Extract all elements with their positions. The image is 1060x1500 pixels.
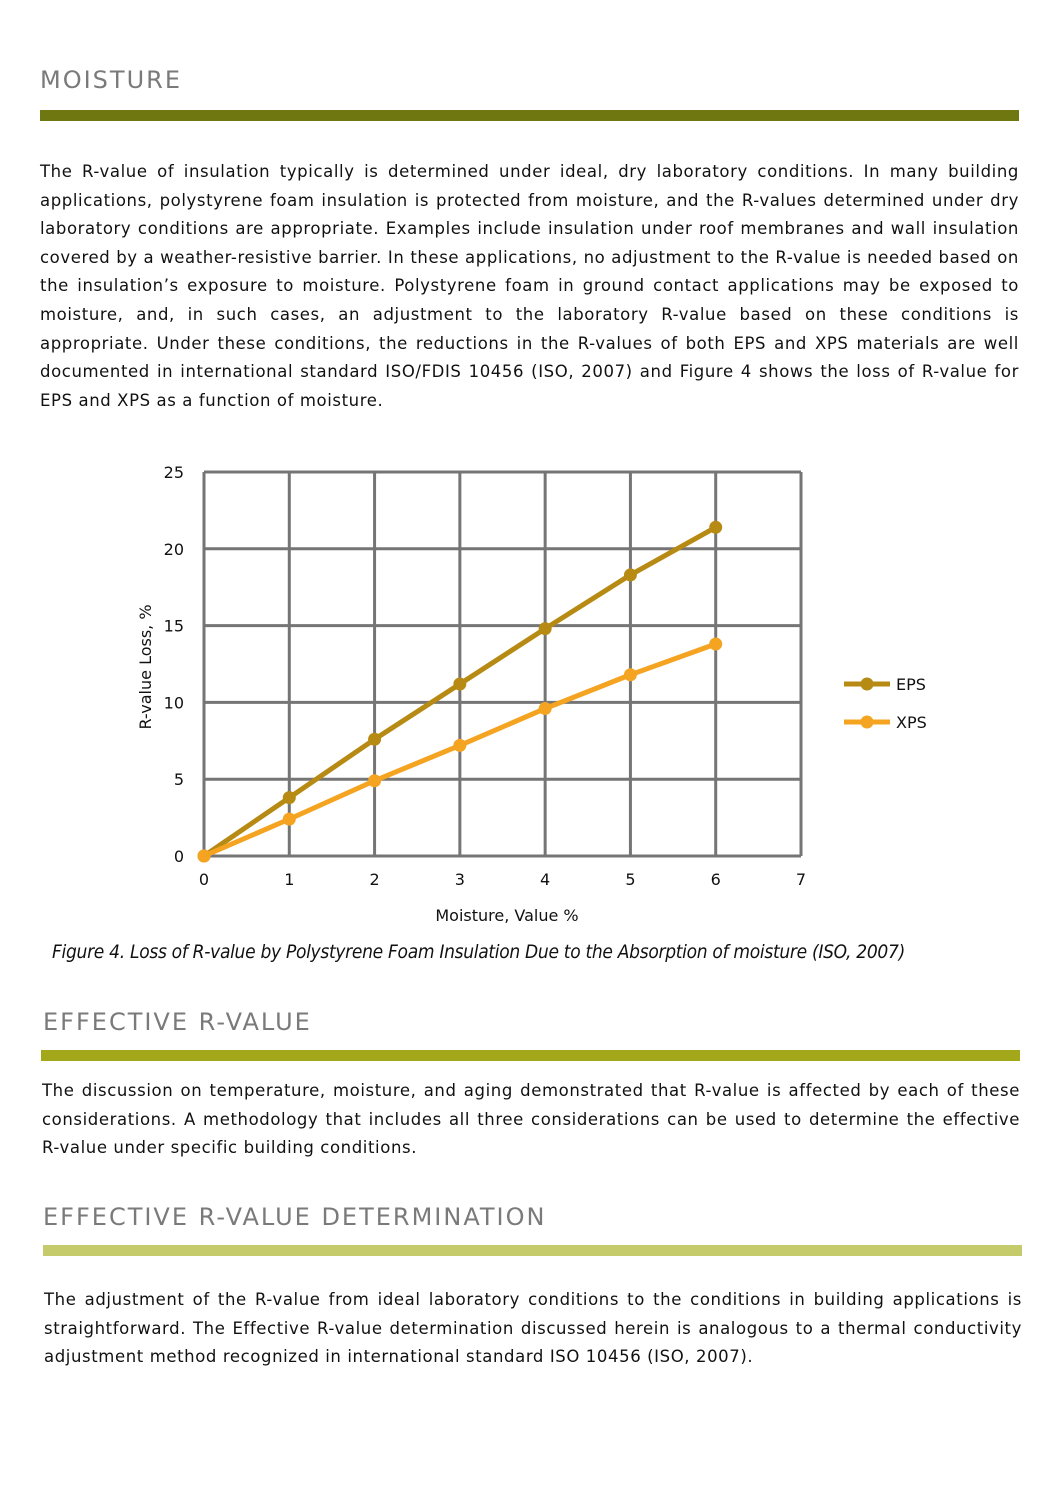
x-tick-label: 4 xyxy=(540,870,551,889)
y-tick-label: 5 xyxy=(173,770,184,790)
chart-legend xyxy=(844,675,927,732)
x-tick-label: 7 xyxy=(795,870,807,889)
figure-caption: Figure 4. Loss of R-value by Polystyrene Foam Insulation Due to the Absorption of moisture (ISO, 2007) xyxy=(52,941,905,963)
data-point-xps xyxy=(453,739,466,752)
y-tick-label: 20 xyxy=(163,539,184,559)
effective-r-value-paragraph: The discussion on temperature, moisture, and aging demonstrated that R-value is affected by each of these considerations. A methodology that includes all three considerations can be used to determine the effective R-value under specific building conditions. xyxy=(42,1081,1020,1158)
moisture-chart xyxy=(120,455,980,935)
legend-label-xps: XPS xyxy=(896,713,927,732)
y-tick-label: 15 xyxy=(163,616,184,636)
x-tick-label: 5 xyxy=(625,870,636,889)
data-point-eps xyxy=(283,791,296,804)
data-point-eps xyxy=(368,733,381,746)
data-point-eps xyxy=(709,521,722,534)
y-tick-label: 25 xyxy=(163,463,184,482)
section-rule-effective-r-value xyxy=(41,1050,1020,1061)
data-point-xps xyxy=(368,774,381,787)
y-axis-label: R-value Loss, % xyxy=(136,604,155,730)
data-point-eps xyxy=(624,568,637,581)
data-point-eps xyxy=(453,677,466,690)
legend-marker-eps xyxy=(861,678,874,691)
x-tick-label: 3 xyxy=(454,870,465,889)
legend-marker-xps xyxy=(861,716,874,729)
determination-paragraph: The adjustment of the R-value from ideal laboratory conditions to the conditions in building applications is straightforward. The Effective R-value determination discussed herein is analogous to a thermal conductivity adjustment method recognized in international standard ISO 10456 (ISO, 2007). xyxy=(44,1290,1022,1367)
x-tick-label: 2 xyxy=(369,870,380,889)
y-tick-label: 0 xyxy=(173,847,184,866)
data-point-xps xyxy=(709,638,722,651)
data-point-xps xyxy=(198,850,211,863)
section-title-determination: EFFECTIVE R-VALUE DETERMINATION xyxy=(43,1203,547,1231)
section-title-effective-r-value: EFFECTIVE R-VALUE xyxy=(43,1008,312,1036)
data-point-eps xyxy=(539,622,552,635)
section-title-moisture: MOISTURE xyxy=(40,66,182,94)
data-point-xps xyxy=(283,813,296,826)
section-rule-determination xyxy=(43,1245,1022,1256)
x-tick-label: 6 xyxy=(710,870,721,889)
y-tick-label: 10 xyxy=(163,693,184,713)
data-point-xps xyxy=(539,702,552,715)
x-tick-label: 1 xyxy=(284,870,295,889)
x-axis-label: Moisture, Value % xyxy=(435,906,579,925)
x-tick-label: 0 xyxy=(198,870,210,889)
section-rule-moisture xyxy=(40,110,1019,121)
data-point-xps xyxy=(624,668,637,681)
moisture-paragraph: The R-value of insulation typically is determined under ideal, dry laboratory conditions. In many building applications, polystyrene foam insulation is protected from moisture, and the R-values determined under dry laboratory conditions are appropriate. Examples include insulation under roof membranes and wall insulation covered by a weather-resistive barrier. In these applications, no adjustment to the R-value is needed based on the insulation’s exposure to moisture. Polystyrene foam in ground contact applications may be exposed to moisture, and, in such cases, an adjustment to the laboratory R-value based on these conditions is appropriate. Under these conditions, the reductions in the R-values of both EPS and XPS materials are well documented in international standard ISO/FDIS 10456 (ISO, 2007) and Figure 4 shows the loss of R-value for EPS and XPS as a function of moisture. xyxy=(40,162,1019,410)
legend-label-eps: EPS xyxy=(896,675,926,694)
